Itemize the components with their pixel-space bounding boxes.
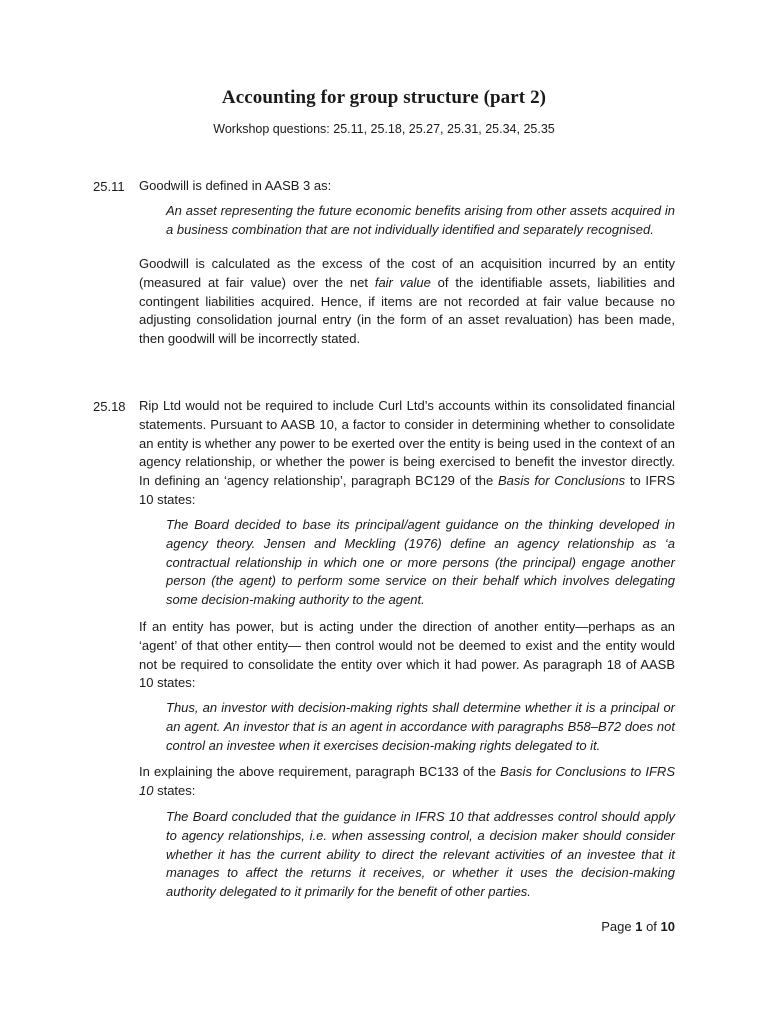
q2511-para-emphasis: fair value (374, 274, 431, 290)
q2518-quote-3 (166, 808, 675, 902)
question-number-25-11: 25.11 (93, 179, 125, 194)
q2518-para1-emphasis: Basis for Conclusions (497, 473, 626, 489)
q2518-para3-text-a: In explaining the above requirement, paragraph BC133 of the (139, 764, 501, 779)
q2511-intro (139, 177, 675, 196)
q2511-quote-text: An asset representing the future economic benefits arising from other assets acquired in a business combination that are not individually identified and separately recognised. (166, 203, 675, 237)
q2518-para1-text-b: to IFRS 10 states: (139, 473, 676, 507)
document-title: Accounting for group structure (part 2) (221, 87, 547, 108)
page-current: 1 (635, 919, 643, 934)
q2518-quote1-text: The Board decided to base its principal/agent guidance on the thinking developed in agency theory. Jensen and Meckling (1976) define an agency relationship as ‘a contractual relationship in which one or more persons (the principal) engage another person (the agent) to perform some service on their behalf which involves delegating some decision-making authority to the agent. (166, 517, 675, 608)
q2518-paragraph-3 (139, 763, 675, 801)
q2518-quote-1 (166, 516, 675, 610)
q2511-para-text-b: of the identifiable assets, liabilities and contingent liabilities acquired. Hence, if items are not recorded at fair value because no adjusting consolidation journal entry (in the form of an asset revaluation) has been made, then goodwill will be incorrectly stated. (139, 274, 675, 347)
q2518-para1-text-a: Rip Ltd would not be required to include Curl Ltd’s accounts within its consolidated financial statements. Pursuant to AASB 10, a factor to consider in determining whether to consolidate an entity is whether any power to be exerted over the entity is being used in the context of an agency relationship, or whether the power is being exercised to benefit the investor directly. In defining an ‘agency relationship’, paragraph BC129 of the (139, 398, 675, 489)
question-number-25-18: 25.18 (93, 399, 126, 414)
page-of-label: of (646, 919, 657, 934)
q2518-paragraph-1 (139, 397, 675, 510)
q2511-intro-text: Goodwill is defined in AASB 3 as: (139, 178, 332, 193)
page-total: 10 (660, 919, 675, 934)
q2518-paragraph-2 (139, 618, 675, 693)
q2511-definition-quote (166, 202, 675, 240)
document-subtitle: Workshop questions: 25.11, 25.18, 25.27, 25.31, 25.34, 25.35 (213, 122, 555, 136)
q2511-paragraph (139, 255, 675, 349)
q2518-para2-text: If an entity has power, but is acting under the direction of another entity—perhaps as an ‘agent’ of that other entity— then control would not be deemed to exist and the entity would not be required to consolidate the entity over which it had power. As paragraph 18 of AASB 10 states: (139, 619, 675, 691)
page-number (601, 918, 675, 936)
page-label: Page (601, 919, 632, 934)
q2518-quote3-text: The Board concluded that the guidance in IFRS 10 that addresses control should apply to agency relationships, i.e. when assessing control, a decision maker should consider whether it has the current ability to direct the relevant activities of an investee that it manages to affect the returns it receives, or whether it uses the decision-making authority delegated to it primarily for the benefit of other parties. (166, 809, 675, 900)
q2518-para3-text-b: states: (153, 782, 196, 798)
q2518-quote2-text: Thus, an investor with decision-making rights shall determine whether it is a principal or an agent. An investor that is an agent in accordance with paragraphs B58–B72 does not control an investee when it exercises decision-making rights delegated to it. (166, 700, 675, 753)
q2518-quote-2 (166, 699, 675, 755)
q2511-para-text-a: Goodwill is calculated as the excess of the cost of an acquisition incurred by an entity (measured at fair value) over the net (139, 256, 675, 290)
q2518-para3-emphasis: Basis for Conclusions to IFRS 10 (139, 764, 675, 798)
